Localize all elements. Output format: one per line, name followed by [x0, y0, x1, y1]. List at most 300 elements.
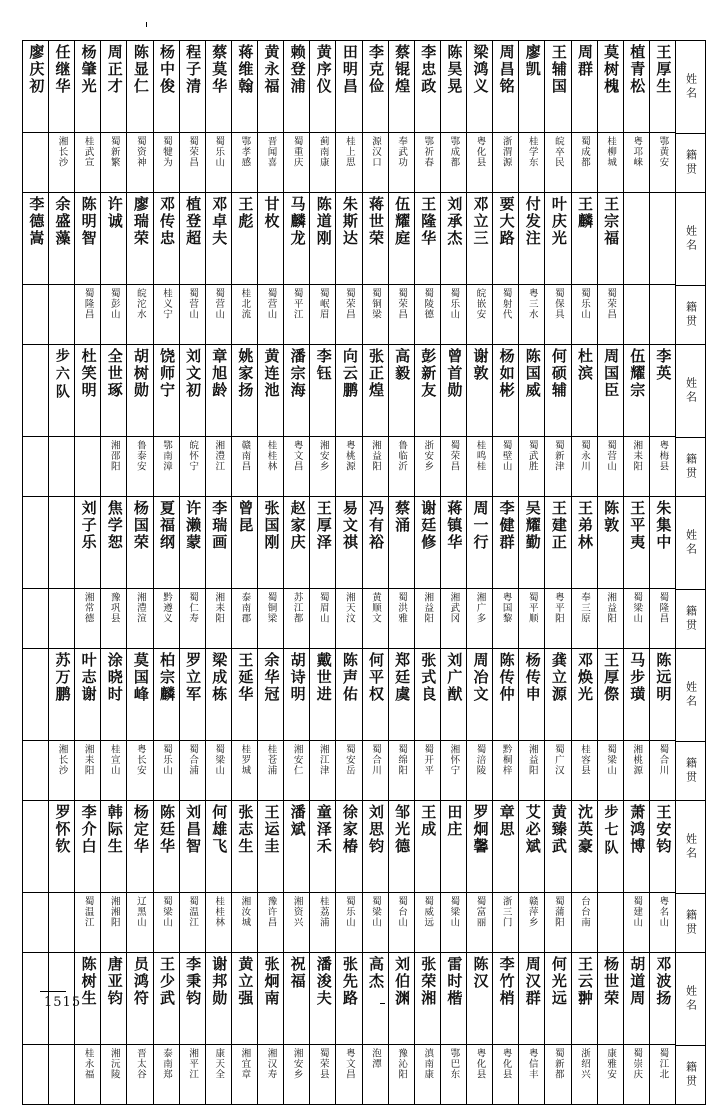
entry-origin: 桂桂林	[265, 440, 277, 472]
entry-origin: 粤长安	[134, 744, 146, 776]
entry-name: 王厚生	[650, 41, 675, 133]
entry-origin: 湘桃源	[631, 744, 643, 776]
entry-name: 田庄	[441, 801, 466, 893]
entry-origin: 皖嵌安	[474, 288, 486, 320]
entry-name: 叶庆光	[545, 193, 570, 285]
entry-name: 朱斯达	[336, 193, 361, 285]
roster-entry	[23, 497, 48, 648]
entry-name: 涂晓时	[101, 649, 126, 741]
entry-name: 王弟林	[572, 497, 597, 589]
entry-origin: 康雅安	[605, 1048, 617, 1080]
entry-name: 陈明智	[75, 193, 100, 285]
entry-name: 余盛藻	[49, 193, 74, 285]
roster-entry	[179, 497, 205, 648]
entry-name: 谢敦	[467, 345, 492, 437]
entry-name: 陈传仲	[493, 649, 518, 741]
entry-name: 李介白	[75, 801, 100, 893]
roster-entry	[440, 649, 466, 800]
entry-name: 杨中俊	[154, 41, 179, 133]
roster-entry	[205, 41, 231, 192]
entry-origin	[23, 589, 48, 647]
entry-origin: 蜀陵德	[422, 288, 434, 320]
entry-origin: 桂学东	[526, 136, 538, 168]
header-origin-label: 籍贯	[684, 757, 698, 785]
roster-entry	[571, 497, 597, 648]
entry-origin: 湘安乡	[291, 1048, 303, 1080]
entry-origin: 湘汉寿	[265, 1048, 277, 1080]
roster-entry	[544, 801, 570, 952]
entry-name: 沈英豪	[572, 801, 597, 893]
roster-entry	[48, 41, 74, 192]
entry-origin: 粤文昌	[291, 440, 303, 472]
entry-origin	[598, 893, 623, 951]
entry-origin: 台台南	[579, 896, 591, 928]
roster-band-header	[675, 345, 705, 496]
entry-origin: 蜀永川	[579, 440, 591, 472]
entry-name: 王彪	[232, 193, 257, 285]
entry-name: 员鸿符	[127, 953, 152, 1045]
entry-origin: 桂武宣	[82, 136, 94, 168]
entry-name: 程子清	[180, 41, 205, 133]
roster-entry	[23, 345, 48, 496]
entry-name	[23, 497, 48, 589]
entry-name: 陈廷华	[154, 801, 179, 893]
roster-entry	[100, 193, 126, 344]
squad-label-cell	[48, 345, 74, 496]
entry-name: 马步璜	[624, 649, 649, 741]
entry-origin: 湘湘阳	[108, 896, 120, 928]
roster-entry	[466, 801, 492, 952]
entry-name: 吴耀勤	[519, 497, 544, 589]
entry-origin: 辽黑山	[134, 896, 146, 928]
entry-origin: 蜀营山	[213, 288, 225, 320]
roster-entry	[440, 41, 466, 192]
entry-name: 易文祺	[336, 497, 361, 589]
entry-origin: 蜀蒲阳	[552, 896, 564, 928]
roster-band	[23, 801, 705, 953]
roster-entry	[153, 801, 179, 952]
entry-origin	[624, 285, 649, 343]
roster-band-cells	[23, 801, 675, 952]
entry-origin: 皖沱水	[134, 288, 146, 320]
roster-entry	[257, 953, 283, 1104]
entry-name: 陈敦	[598, 497, 623, 589]
entry-origin	[23, 893, 48, 951]
entry-origin: 桂容县	[579, 744, 591, 776]
roster-entry	[362, 649, 388, 800]
roster-entry	[231, 649, 257, 800]
roster-entry	[649, 193, 675, 344]
entry-name: 周冶文	[467, 649, 492, 741]
entry-origin: 蜀合川	[657, 744, 669, 776]
entry-name: 蔡锟煌	[389, 41, 414, 133]
entry-name: 梁鸿义	[467, 41, 492, 133]
header-origin-label: 籍贯	[684, 149, 698, 177]
entry-name: 苏万鹏	[49, 649, 74, 741]
roster-entry	[362, 345, 388, 496]
entry-name: 唐亚钧	[101, 953, 126, 1045]
entry-origin: 泡潭	[370, 1048, 382, 1069]
entry-origin: 湘安乡	[317, 440, 329, 472]
entry-origin: 蜀营山	[187, 288, 199, 320]
entry-origin: 蜀重庆	[291, 136, 303, 168]
entry-name: 刘广猷	[441, 649, 466, 741]
entry-origin: 湘平江	[187, 1048, 199, 1080]
entry-name: 罗炯馨	[467, 801, 492, 893]
header-name-label: 姓名	[676, 193, 705, 286]
entry-origin: 桂桂林	[213, 896, 225, 928]
entry-name: 黄永福	[258, 41, 283, 133]
entry-name: 蔡涌	[389, 497, 414, 589]
entry-name: 廖瑞荣	[127, 193, 152, 285]
page-number: 1515	[44, 995, 82, 1010]
roster-entry	[153, 345, 179, 496]
entry-origin: 蜀合浦	[187, 744, 199, 776]
roster-entry	[544, 41, 570, 192]
roster-entry	[440, 345, 466, 496]
roster-entry	[414, 41, 440, 192]
entry-name: 何光远	[545, 953, 570, 1045]
entry-origin	[49, 893, 74, 951]
entry-origin	[23, 1045, 48, 1103]
entry-name: 伍耀庭	[389, 193, 414, 285]
entry-name: 李瑞画	[206, 497, 231, 589]
entry-origin: 康天全	[213, 1048, 225, 1080]
entry-name: 王隆华	[415, 193, 440, 285]
entry-origin: 湘宜章	[239, 1048, 251, 1080]
entry-name: 周汉群	[519, 953, 544, 1045]
roster-entry	[335, 41, 361, 192]
entry-name: 王云翀	[572, 953, 597, 1045]
entry-name: 赖登浦	[284, 41, 309, 133]
entry-origin: 粤桃源	[343, 440, 355, 472]
roster-entry	[414, 345, 440, 496]
roster-entry	[283, 345, 309, 496]
entry-origin: 蜀梁山	[213, 744, 225, 776]
roster-band	[23, 953, 705, 1104]
entry-name: 童泽禾	[310, 801, 335, 893]
roster-band-header	[675, 193, 705, 344]
roster-entry	[126, 953, 152, 1104]
roster-entry	[623, 953, 649, 1104]
entry-name: 何平权	[363, 649, 388, 741]
entry-name: 赵家庆	[284, 497, 309, 589]
roster-entry	[597, 497, 623, 648]
entry-origin: 蜀乐山	[343, 896, 355, 928]
squad-label-cell	[597, 801, 623, 952]
roster-entry	[231, 497, 257, 648]
margin-tick-top	[146, 22, 147, 27]
entry-name: 谢廷修	[415, 497, 440, 589]
entry-origin: 蜀乐山	[161, 744, 173, 776]
entry-name: 蒋维翰	[232, 41, 257, 133]
entry-name: 焦学恕	[101, 497, 126, 589]
entry-name: 陈显仁	[127, 41, 152, 133]
entry-name: 彭新友	[415, 345, 440, 437]
entry-name: 杨传申	[519, 649, 544, 741]
roster-entry	[544, 497, 570, 648]
roster-entry	[126, 497, 152, 648]
entry-name	[650, 193, 675, 285]
entry-origin: 浙三门	[500, 896, 512, 928]
entry-name: 张志生	[232, 801, 257, 893]
roster-band-cells	[23, 953, 675, 1104]
entry-name: 章旭龄	[206, 345, 231, 437]
roster-entry	[231, 345, 257, 496]
entry-origin: 桂苍浦	[265, 744, 277, 776]
entry-origin: 桂北流	[239, 288, 251, 320]
entry-name: 王厚泽	[310, 497, 335, 589]
roster-band	[23, 497, 705, 649]
roster-entry	[649, 497, 675, 648]
roster-entry	[100, 497, 126, 648]
entry-origin: 蓟南康	[317, 136, 329, 168]
entry-name: 刘昌智	[180, 801, 205, 893]
entry-name: 杜笑明	[75, 345, 100, 437]
entry-name: 王麟	[572, 193, 597, 285]
entry-name: 杜滨	[572, 345, 597, 437]
roster-entry	[335, 953, 361, 1104]
entry-origin: 蜀梁山	[448, 896, 460, 928]
header-origin-label: 籍贯	[684, 453, 698, 481]
entry-origin	[49, 1045, 74, 1103]
entry-origin: 黄顺文	[370, 592, 382, 624]
entry-name: 杨如彬	[493, 345, 518, 437]
roster-band	[23, 345, 705, 497]
roster-entry	[257, 345, 283, 496]
roster-entry	[100, 345, 126, 496]
entry-name: 高杰	[363, 953, 388, 1045]
entry-name: 莫树槐	[598, 41, 623, 133]
header-origin-label: 籍贯	[684, 301, 698, 329]
entry-origin: 蜀威远	[422, 896, 434, 928]
entry-origin: 粤化县	[500, 1048, 512, 1080]
entry-name	[23, 649, 48, 741]
roster-entry	[205, 801, 231, 952]
roster-entry	[492, 953, 518, 1104]
roster-entry	[283, 801, 309, 952]
entry-origin: 豫沁阳	[396, 1048, 408, 1080]
entry-origin: 桂荔浦	[317, 896, 329, 928]
entry-origin: 蜀射代	[500, 288, 512, 320]
entry-name: 许濑蒙	[180, 497, 205, 589]
roster-entry	[153, 193, 179, 344]
entry-origin: 湘耒阳	[631, 440, 643, 472]
entry-origin: 泰南郑	[161, 1048, 173, 1080]
roster-entry	[205, 193, 231, 344]
roster-entry	[597, 649, 623, 800]
entry-name: 向云鹏	[336, 345, 361, 437]
entry-name: 王运圭	[258, 801, 283, 893]
entry-name: 陈树生	[75, 953, 100, 1045]
entry-name: 张荣湘	[415, 953, 440, 1045]
roster-entry	[518, 345, 544, 496]
roster-entry	[231, 953, 257, 1104]
roster-entry	[153, 497, 179, 648]
entry-origin: 鲁泰安	[134, 440, 146, 472]
entry-name: 李克俭	[363, 41, 388, 133]
roster-entry	[179, 953, 205, 1104]
entry-origin: 赣萍乡	[526, 896, 538, 928]
entry-name: 伍耀宗	[624, 345, 649, 437]
entry-origin: 湘资兴	[291, 896, 303, 928]
entry-origin: 蜀温江	[187, 896, 199, 928]
entry-origin: 浙安乡	[422, 440, 434, 472]
entry-origin: 湘澧江	[213, 440, 225, 472]
entry-name: 甘枚	[258, 193, 283, 285]
entry-origin: 粤邛崃	[631, 136, 643, 168]
entry-name: 曾首勋	[441, 345, 466, 437]
entry-origin: 湘邵阳	[108, 440, 120, 472]
entry-origin	[49, 589, 74, 647]
roster-entry	[492, 345, 518, 496]
roster-entry	[544, 345, 570, 496]
entry-name: 周一行	[467, 497, 492, 589]
entry-origin: 湘常德	[82, 592, 94, 624]
entry-name: 张炯南	[258, 953, 283, 1045]
roster-entry	[388, 649, 414, 800]
entry-origin: 赣南昌	[239, 440, 251, 472]
roster-entry	[179, 193, 205, 344]
entry-name: 张先路	[336, 953, 361, 1045]
roster-entry	[649, 953, 675, 1104]
roster-entry	[440, 193, 466, 344]
roster-entry	[179, 41, 205, 192]
roster-entry	[257, 193, 283, 344]
entry-name: 陈远明	[650, 649, 675, 741]
roster-entry	[335, 345, 361, 496]
entry-name: 刘思钧	[363, 801, 388, 893]
header-name-label: 姓名	[676, 345, 705, 438]
entry-origin	[23, 437, 48, 495]
roster-entry	[335, 649, 361, 800]
roster-entry	[571, 193, 597, 344]
roster-entry	[492, 801, 518, 952]
entry-origin: 蜀江北	[657, 1048, 669, 1080]
entry-name: 李秉钧	[180, 953, 205, 1045]
entry-name: 罗立军	[180, 649, 205, 741]
entry-name: 章思	[493, 801, 518, 893]
entry-origin: 滇南康	[422, 1048, 434, 1080]
roster-entry	[571, 649, 597, 800]
entry-origin: 蜀乐山	[579, 288, 591, 320]
entry-origin: 鄂成都	[448, 136, 460, 168]
roster-band	[23, 41, 705, 193]
roster-entry	[492, 193, 518, 344]
entry-name: 谢邦勋	[206, 953, 231, 1045]
entry-name: 李忠政	[415, 41, 440, 133]
entry-name: 罗怀钦	[49, 801, 74, 893]
entry-origin: 蜀荣昌	[187, 136, 199, 168]
roster-entry	[309, 497, 335, 648]
roster-entry	[362, 193, 388, 344]
entry-origin: 蜀洪雅	[396, 592, 408, 624]
roster-entry	[335, 193, 361, 344]
entry-origin: 蜀荣昌	[448, 440, 460, 472]
entry-origin	[23, 285, 48, 343]
entry-origin: 蜀犍为	[161, 136, 173, 168]
entry-name: 邓传忠	[154, 193, 179, 285]
entry-origin: 蜀梁山	[605, 744, 617, 776]
roster-band	[23, 193, 705, 345]
entry-origin: 蜀彭山	[108, 288, 120, 320]
entry-name: 步六队	[49, 345, 74, 437]
roster-entry	[414, 649, 440, 800]
entry-origin: 湘益阳	[422, 592, 434, 624]
roster-band-cells	[23, 497, 675, 648]
entry-name: 龚立源	[545, 649, 570, 741]
entry-name: 张正煌	[363, 345, 388, 437]
entry-origin: 蜀新都	[552, 1048, 564, 1080]
entry-name	[23, 345, 48, 437]
roster-entry	[205, 345, 231, 496]
entry-name: 任继华	[49, 41, 74, 133]
entry-name: 潘斌	[284, 801, 309, 893]
entry-name: 李健群	[493, 497, 518, 589]
roster-entry	[48, 649, 74, 800]
entry-origin: 湘沅陵	[108, 1048, 120, 1080]
entry-origin: 粤化县	[474, 1048, 486, 1080]
entry-origin: 湘益阳	[370, 440, 382, 472]
entry-origin: 蜀梁山	[161, 896, 173, 928]
entry-origin: 蜀乐山	[448, 288, 460, 320]
entry-origin: 奉三原	[579, 592, 591, 624]
roster-entry	[205, 953, 231, 1104]
entry-name: 付发注	[519, 193, 544, 285]
entry-name: 潘浚夫	[310, 953, 335, 1045]
entry-name: 王辅国	[545, 41, 570, 133]
entry-name	[49, 497, 74, 589]
entry-origin: 皖怀宁	[187, 440, 199, 472]
roster-entry	[309, 41, 335, 192]
entry-origin: 蜀合川	[370, 744, 382, 776]
entry-origin: 蜀富丽	[474, 896, 486, 928]
entry-origin: 蜀荣昌	[396, 288, 408, 320]
entry-origin	[650, 285, 675, 343]
entry-name: 黄序仪	[310, 41, 335, 133]
roster-entry	[231, 193, 257, 344]
roster-entry	[74, 41, 100, 192]
entry-origin: 粤梅县	[657, 440, 669, 472]
roster-entry	[623, 345, 649, 496]
roster-entry	[388, 801, 414, 952]
entry-origin: 蜀梁山	[631, 592, 643, 624]
entry-origin: 桂鸣桂	[474, 440, 486, 472]
entry-name: 陈声佑	[336, 649, 361, 741]
entry-origin: 粤化县	[474, 136, 486, 168]
roster-entry	[597, 193, 623, 344]
entry-origin: 蜀梁山	[370, 896, 382, 928]
entry-origin: 蜀台山	[396, 896, 408, 928]
entry-name: 王少武	[154, 953, 179, 1045]
entry-name: 王延华	[232, 649, 257, 741]
roster-entry	[649, 801, 675, 952]
entry-origin: 粤国黎	[500, 592, 512, 624]
entry-origin: 蜀新繁	[108, 136, 120, 168]
roster-entry	[23, 953, 48, 1104]
entry-name: 杨定华	[127, 801, 152, 893]
entry-origin: 蜀资神	[134, 136, 146, 168]
roster-entry	[466, 497, 492, 648]
entry-name: 陈国威	[519, 345, 544, 437]
entry-origin: 蜀岷眉	[317, 288, 329, 320]
entry-name: 邓卓夫	[206, 193, 231, 285]
entry-origin: 鄂祈春	[422, 136, 434, 168]
entry-name: 饶师宁	[154, 345, 179, 437]
entry-origin: 湘汝城	[239, 896, 251, 928]
entry-name: 王厚傺	[598, 649, 623, 741]
entry-name: 余华冠	[258, 649, 283, 741]
